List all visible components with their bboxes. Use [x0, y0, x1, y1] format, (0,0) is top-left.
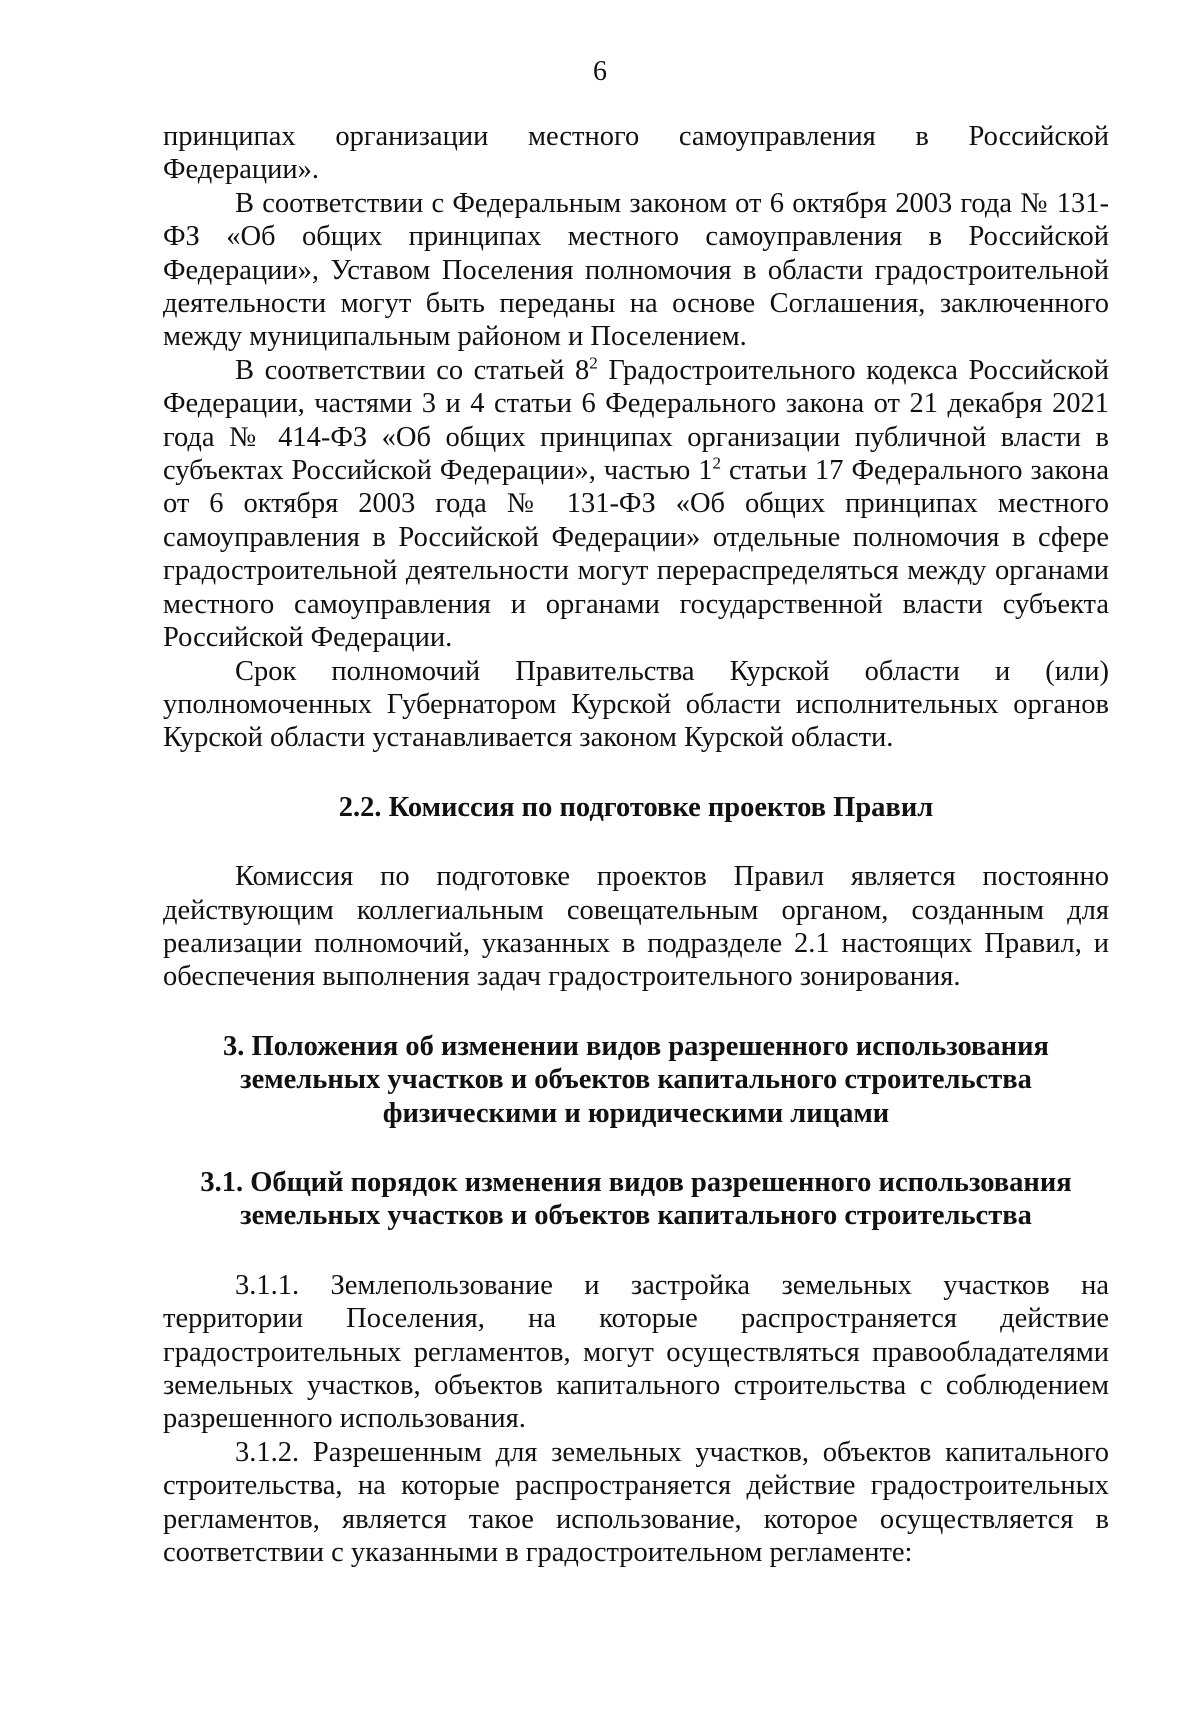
paragraph-text-part-b: Градостроительного кодекса Российской Федерации, частями 3 и 4 статьи 6 Федерального закона от 21 декабря 2021 года № 414-ФЗ «Об общих принципах организации публичной власти в субъектах Российской Федерации», частью 1	[163, 354, 1109, 487]
section-heading-3-line: 3. Положения об изменении видов разрешенного использования	[223, 1030, 1049, 1062]
paragraph-federal-law-131: В соответствии с Федеральным законом от 6 октября 2003 года № 131-ФЗ «Об общих принципах местного самоуправления в Российской Федерации», Уставом Поселения полномочия в области градостроительной деятельности могут быть переданы на основе Соглашения, заключенного между муниципальным районом и Поселением.	[163, 187, 1109, 353]
document-body	[163, 120, 1109, 1569]
spacer	[163, 1130, 1109, 1166]
paragraph-continuation: принципах организации местного самоуправления в Российской Федерации».	[163, 121, 1109, 186]
paragraph-redistribution-of-powers	[163, 354, 1109, 655]
paragraph-3-1-2: 3.1.2. Разрешенным для земельных участков, объектов капитального строительства, на которые распространяется действие градостроительных регламентов, является такое использование, которое осуществляется в соответствии с указанными в градостроительном регламенте:	[163, 1436, 1109, 1569]
section-heading-3-1-line: земельных участков и объектов капитального строительства	[240, 1200, 1032, 1232]
paragraph-text-part-c: статьи 17 Федерального закона от 6 октября 2003 года № 131-ФЗ «Об общих принципах местного самоуправления в Российской Федерации» отдельные полномочия в сфере градостроительной деятельности могут перераспределяться между органами местного самоуправления и органами государственной власти субъекта Российской Федерации.	[163, 455, 1109, 654]
section-heading-3-line: земельных участков и объектов капитального строительства	[240, 1064, 1032, 1096]
section-heading-3-line: физическими и юридическими лицами	[382, 1097, 890, 1129]
paragraph-3-1-1: 3.1.1. Землепользование и застройка земельных участков на территории Поселения, на которые распространяется действие градостроительных регламентов, могут осуществляться правообладателями земельных участков, объектов капитального строительства с соблюдением разрешенного использования.	[163, 1269, 1109, 1435]
spacer	[163, 994, 1109, 1030]
spacer	[163, 1233, 1109, 1269]
section-heading-3	[163, 1030, 1109, 1130]
section-heading-3-1-line: 3.1. Общий порядок изменения видов разрешенного использования	[200, 1166, 1072, 1198]
paragraph-text-part-a: В соответствии со статьей 8	[235, 354, 590, 386]
spacer	[163, 824, 1109, 860]
superscript-article-8-2: 2	[589, 353, 598, 373]
section-heading-2-2: 2.2. Комиссия по подготовке проектов Правил	[338, 791, 934, 823]
superscript-part-1-2: 2	[712, 453, 722, 473]
section-heading-3-1	[163, 1166, 1109, 1233]
spacer	[163, 755, 1109, 791]
page-number: 6	[593, 56, 607, 87]
paragraph-commission: Комиссия по подготовке проектов Правил является постоянно действующим коллегиальным совещательным органом, созданным для реализации полномочий, указанных в подразделе 2.1 настоящих Правил, и обеспечения выполнения задач градостроительного зонирования.	[163, 861, 1109, 993]
paragraph-term-of-powers: Срок полномочий Правительства Курской области и (или) уполномоченных Губернатором Курской области исполнительных органов Курской области устанавливается законом Курской области.	[163, 655, 1109, 754]
